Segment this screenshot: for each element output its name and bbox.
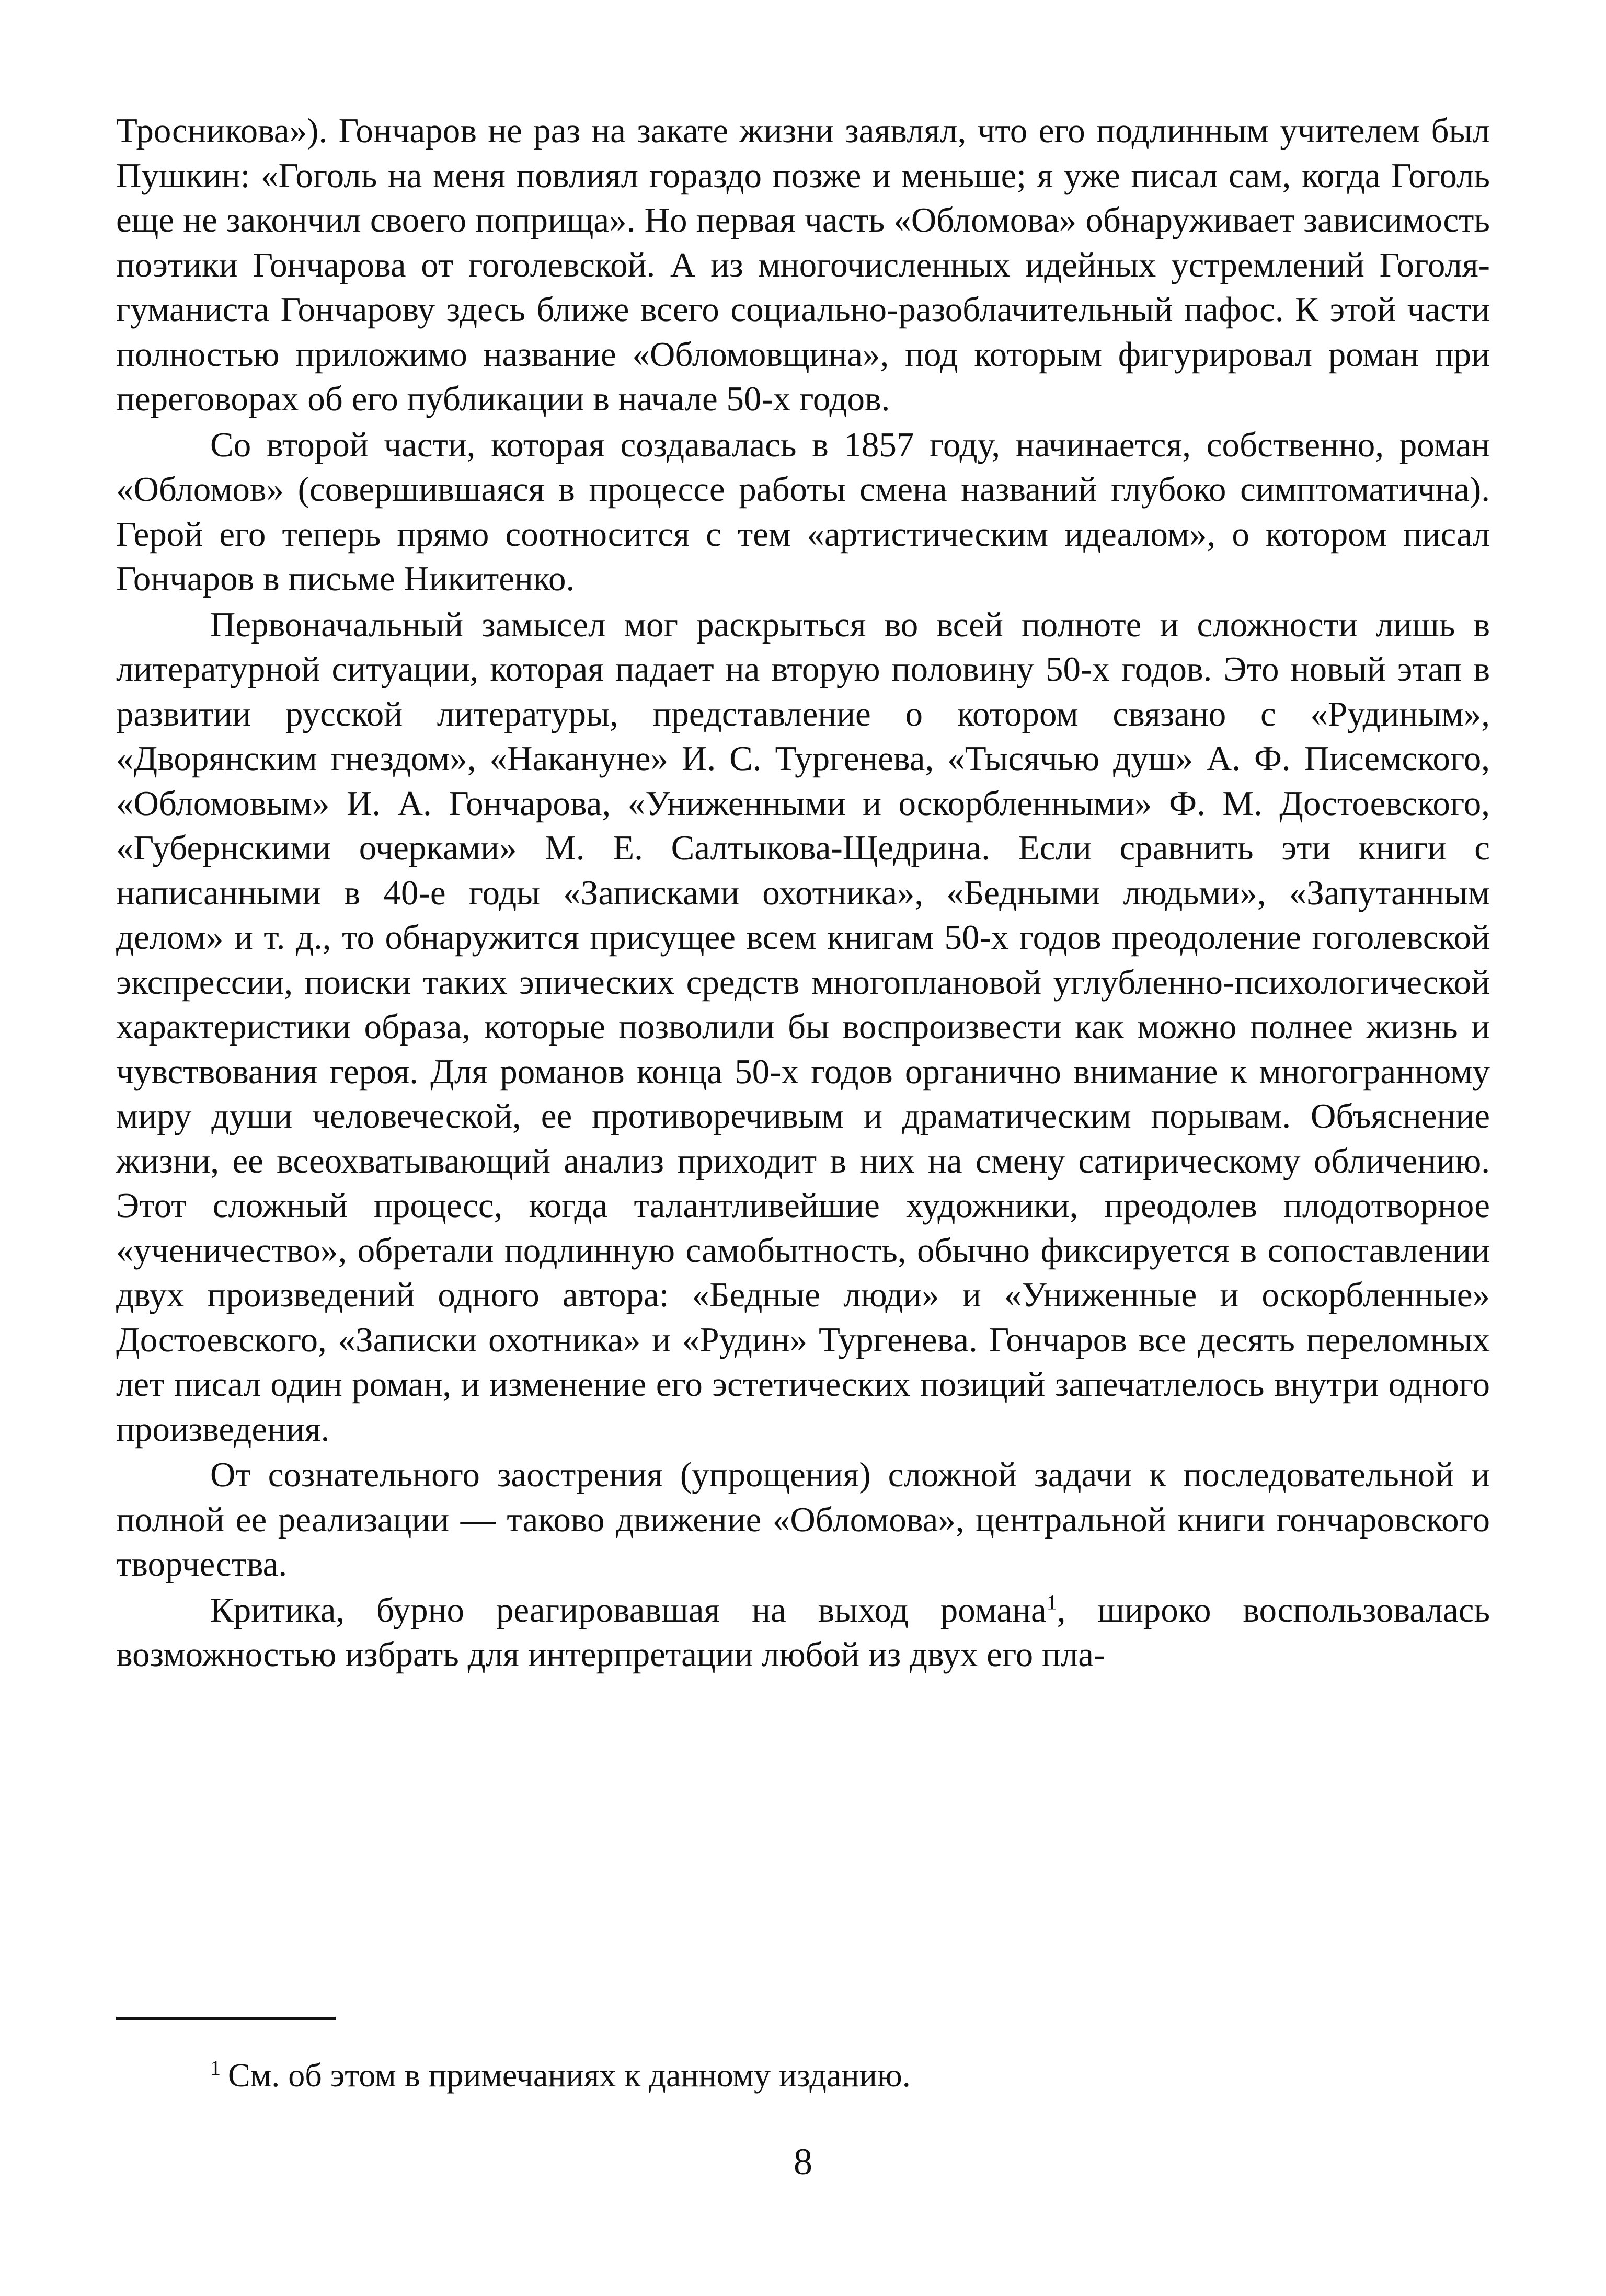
paragraph-with-footnote-ref (116, 1588, 1490, 1678)
footnote-mark: 1 (210, 2056, 221, 2080)
paragraph: Первоначальный замысел мог раскрыться во всей полноте и сложности лишь в литературной ситуации, которая падает на вторую половину 50-х годов. Это новый этап в развитии русской литературы, представление о котором связано с «Рудиным», «Дворянским гнездом», «Накануне» И. С. Тургенева, «Тысячью душ» А. Ф. Писемского, «Обломовым» И. А. Гончарова, «Униженными и оскорбленными» Ф. М. Достоевского, «Губернскими очерками» М. Е. Салтыкова-Щедрина. Если сравнить эти книги с написанными в 40-е годы «Записками охотника», «Бедными людьми», «Запутанным делом» и т. д., то обнаружится присущее всем книгам 50-х годов преодоление гоголевской экспрессии, поиски таких эпических средств многоплановой углубленно-психологической характеристики образа, которые позволили бы воспроизвести как можно полнее жизнь и чувствования героя. Для романов конца 50-х годов органично внимание к многогранному миру души человеческой, ее противоречивым и драматическим порывам. Объяснение жизни, ее всеохватывающий анализ приходит в них на смену сатирическому обличению. Этот сложный процесс, когда талантливейшие художники, преодолев плодотворное «ученичество», обретали подлинную самобытность, обычно фиксируется в сопоставлении двух произведений одного автора: «Бедные люди» и «Униженные и оскорбленные» Достоевского, «Записки охотника» и «Рудин» Тургенева. Гончаров все десять переломных лет писал один роман, и изменение его эстетических позиций запечатлелось внутри одного произведения. (116, 605, 1490, 1449)
page-number: 8 (794, 2141, 812, 2183)
paragraph: Со второй части, которая создавалась в 1857 году, начинается, собственно, роман «Обломов» (совершившаяся в процессе работы смена названий глубоко симптоматична). Герой его теперь прямо соотносится с тем «артистическим идеалом», о котором писал Гончаров в письме Никитенко. (116, 425, 1490, 598)
paragraph-text-after: , широко воспользовалась возможностью избрать для интерпретации любой из двух его пла- (116, 1590, 1490, 1674)
paragraph-text-before: Критика, бурно реагировавшая на выход романа (210, 1590, 1047, 1629)
paragraph-continuation: Тросникова»). Гончаров не раз на закате жизни заявлял, что его подлинным учителем был Пушкин: «Гоголь на меня повлиял гораздо позже и меньше; я уже писал сам, когда Гоголь еще не закончил своего поприща». Но первая часть «Обломова» обнаруживает зависимость поэтики Гончарова от гоголевской. А из многочисленных идейных устремлений Гоголя-гуманиста Гончарову здесь ближе всего социально-разоблачительный пафос. К этой части полностью приложимо название «Обломовщина», под которым фигурировал роман при переговорах об его публикации в начале 50-х годов. (116, 111, 1490, 418)
footnote (210, 2054, 1490, 2096)
footnote-reference[interactable]: 1 (1046, 1590, 1057, 1614)
footnote-divider (116, 2017, 336, 2020)
main-text (116, 109, 1490, 1678)
footnote-text: См. об этом в примечаниях к данному изданию. (228, 2057, 911, 2094)
paragraph: От сознательного заострения (упрощения) сложной задачи к последовательной и полной ее реализации — таково движение «Обломова», центральной книги гончаровского творчества. (116, 1455, 1490, 1583)
